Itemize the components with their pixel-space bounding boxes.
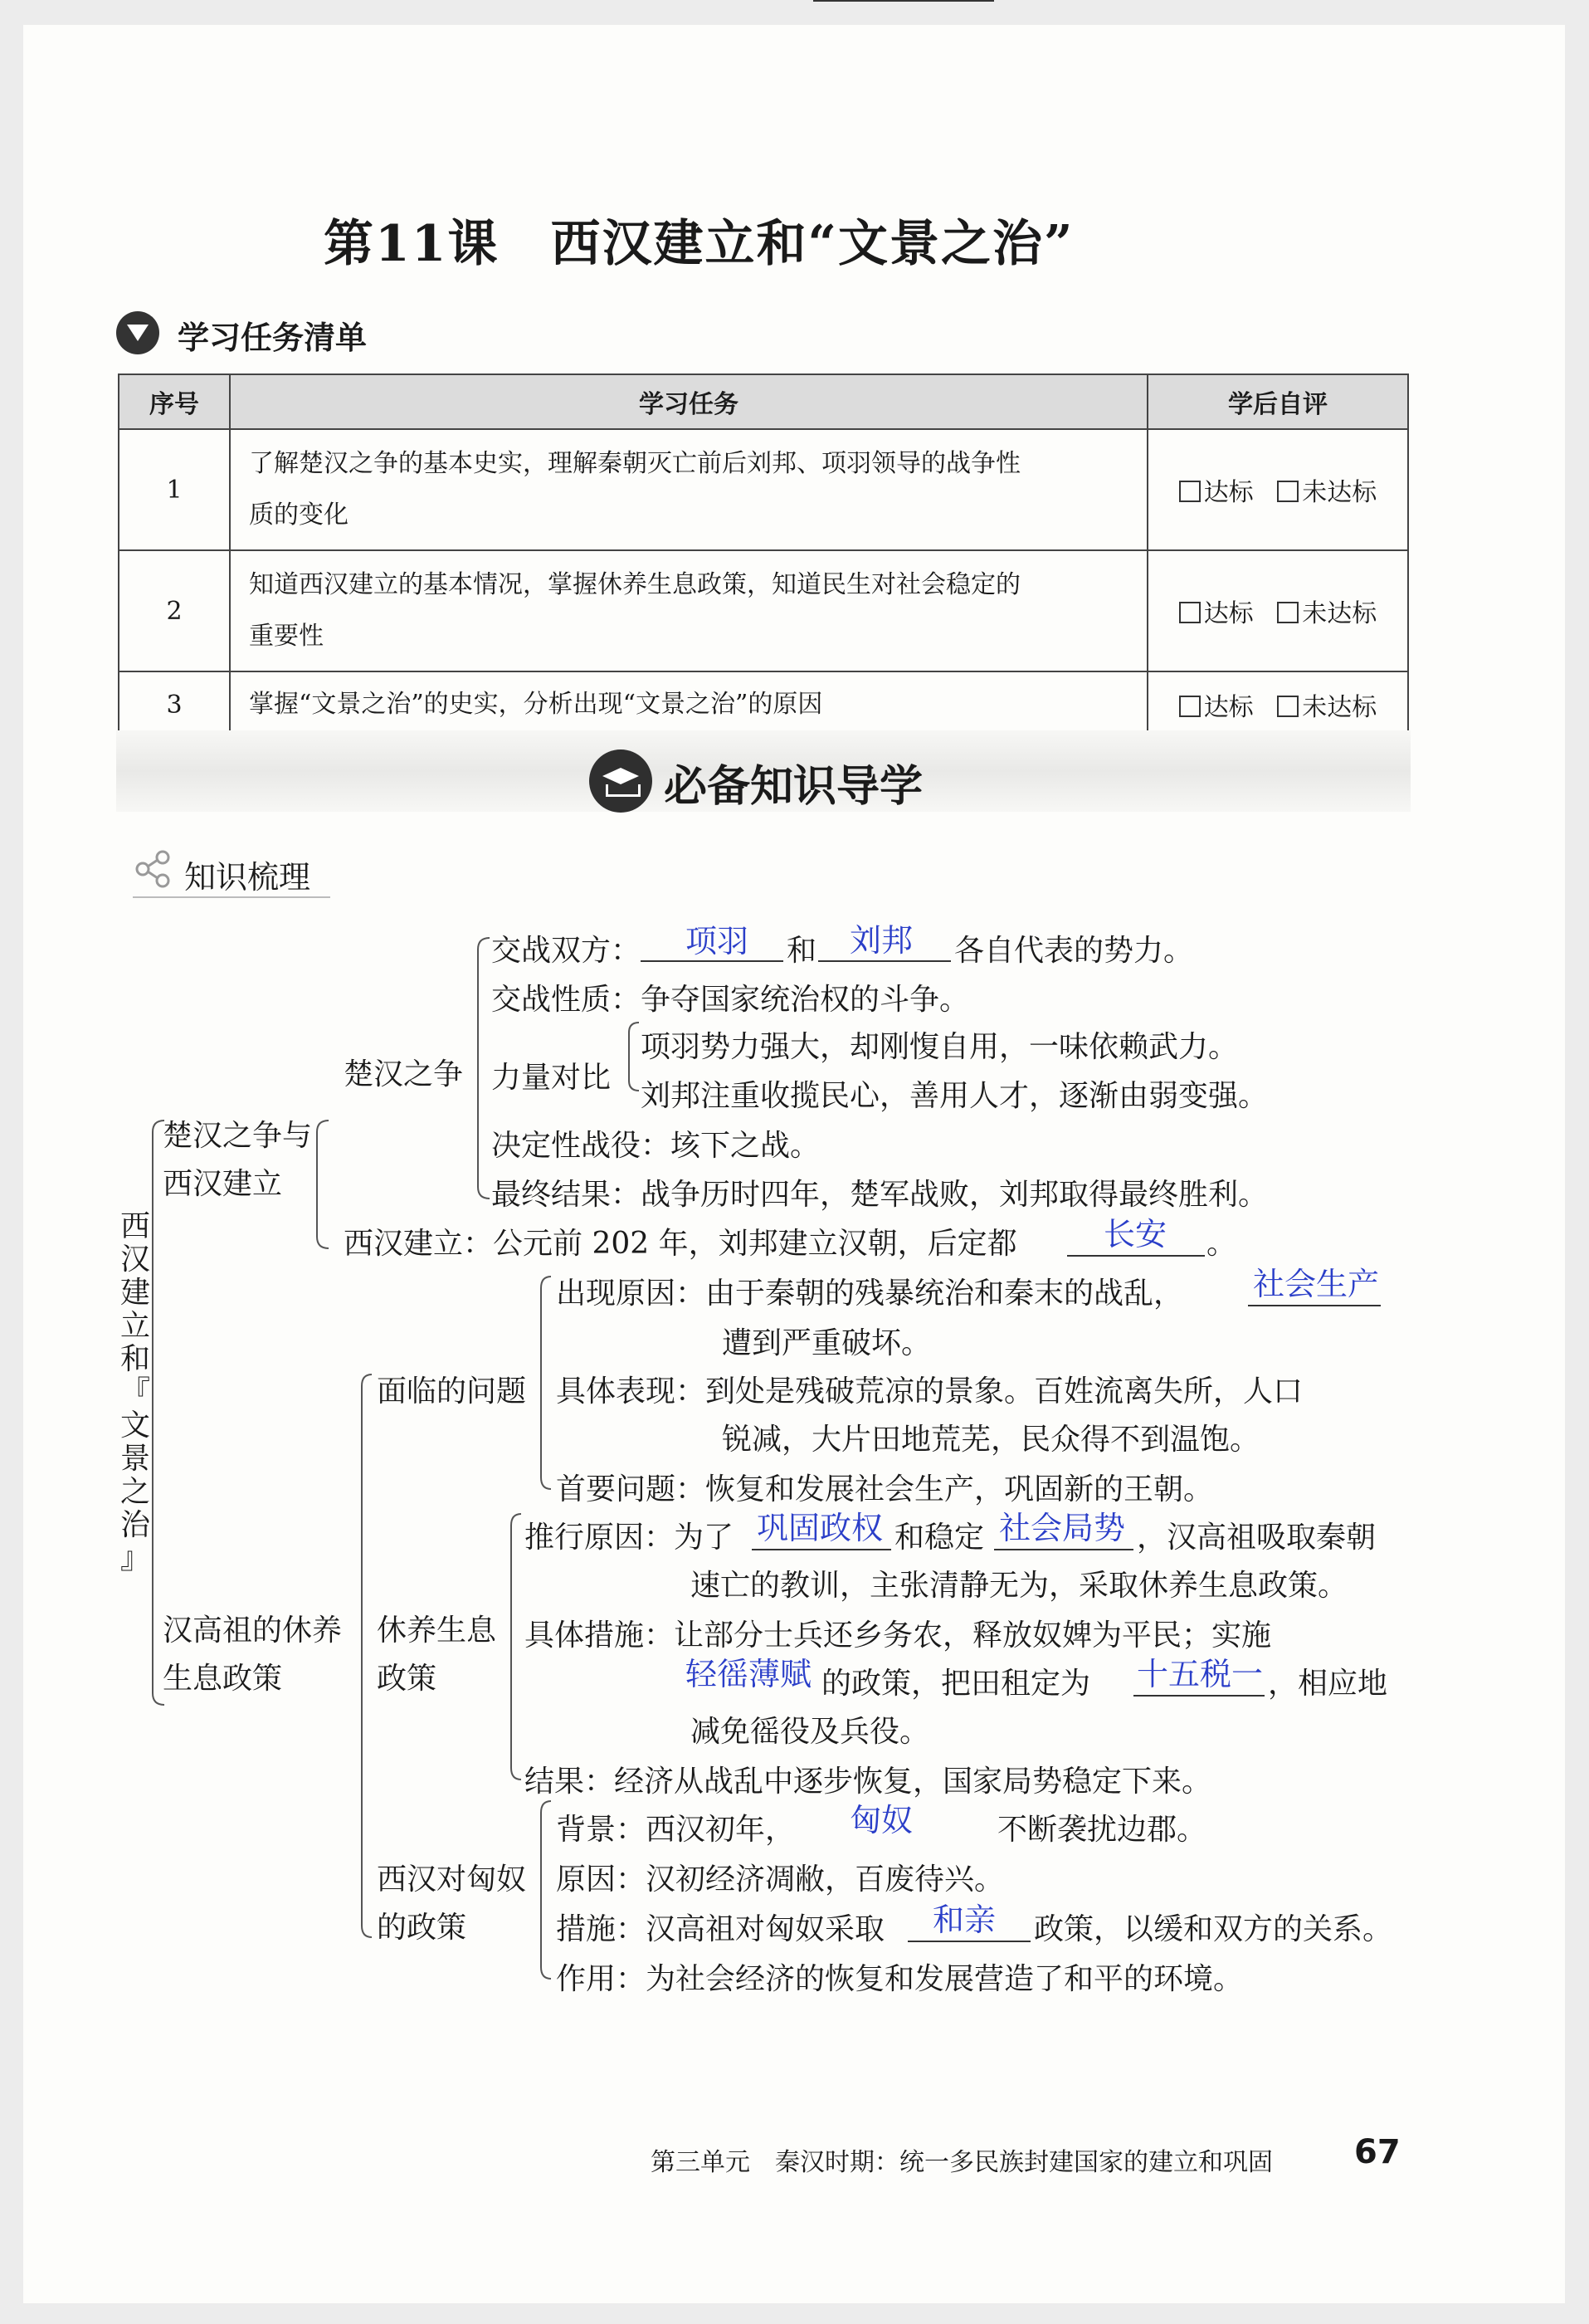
combatants-mid: 和 [787,934,817,968]
problems-label: 面临的问题 [377,1374,527,1409]
fail-label: 未达标 [1302,599,1377,628]
root-char: 』 [119,1541,150,1575]
col-eval: 学后自评 [1148,374,1408,429]
xiongnu-label-a: 西汉对匈奴 [377,1863,527,1897]
answer-changan: 长安 [1104,1216,1167,1252]
task-num: 2 [119,550,230,671]
root-char: 之 [119,1475,150,1509]
blank-underline [1248,1305,1381,1306]
knowledge-heading: 知识梳理 [184,859,311,896]
root-label-vertical [116,1210,154,1575]
xiongnu-bg-pre: 背景：西汉初年， [556,1813,796,1847]
rest-reason-mid: 和稳定 [894,1521,985,1555]
branch-label-2a: 汉高祖的休养 [163,1614,343,1648]
root-char: 建 [119,1276,150,1310]
rest-measure-mid: 的政策，把田租定为 [821,1667,1091,1701]
branch-label-1b: 西汉建立 [163,1167,283,1201]
page-number: 67 [1354,2133,1401,2171]
xiongnu-measure-post: 政策，以缓和双方的关系。 [1034,1912,1393,1946]
task-num: 1 [119,429,230,550]
fail-label: 未达标 [1302,478,1377,507]
branch-label-1a: 楚汉之争与 [163,1119,313,1153]
pass-label: 达标 [1203,599,1254,628]
root-char: 立 [119,1309,150,1343]
rest-measure-1: 具体措施：让部分士兵还乡务农，释放奴婢为平民；实施 [524,1618,1272,1653]
rest-reason-2: 速亡的教训，主张清静无为，采取休养生息政策。 [690,1569,1348,1603]
rest-reason-pre: 推行原因：为了 [524,1521,734,1555]
task-line: 知道西汉建立的基本情况，掌握休养生息政策，知道民生对社会稳定的 [249,570,1021,599]
task-line: 质的变化 [249,500,349,530]
root-char: 景 [119,1442,150,1476]
problem-cause-post: 遭到严重破坏。 [722,1326,932,1360]
problem-show-1: 具体表现：到处是残破荒凉的景象。百姓流离失所，人口 [556,1374,1304,1409]
power-label: 力量对比 [491,1061,612,1095]
answer-liubang: 刘邦 [850,922,914,959]
fail-label: 未达标 [1302,693,1377,722]
pass-label: 达标 [1203,693,1254,722]
xiongnu-bg-post: 不断袭扰边郡。 [997,1813,1207,1847]
task-line: 了解楚汉之争的基本史实，理解秦朝灭亡前后刘邦、项羽领导的战争性 [249,449,1021,478]
answer-heqin: 和亲 [933,1902,997,1938]
blank-underline [813,0,994,2]
blank-underline [994,1549,1133,1550]
power-xiangyu: 项羽势力强大，却刚愎自用，一味依赖武力。 [641,1030,1239,1064]
rest-label-a: 休养生息 [377,1614,497,1648]
decisive-battle: 决定性战役：垓下之战。 [491,1129,821,1163]
rest-measure-post: ，相应地 [1268,1667,1388,1701]
branch-label-2b: 生息政策 [163,1662,283,1696]
problem-main: 首要问题：恢复和发展社会生产，巩固新的王朝。 [556,1472,1214,1506]
task-section-heading: 学习任务清单 [178,320,368,356]
root-char: 和 [119,1342,150,1376]
answer-gonggu: 巩固政权 [757,1510,884,1546]
task-text: 掌握“文景之治”的史实，分析出现“文景之治”的原因 [230,671,1148,738]
root-char: 汉 [119,1243,150,1277]
final-result: 最终结果：战争历时四年，楚军战败，刘邦取得最终胜利。 [491,1178,1269,1212]
answer-xiongnu: 匈奴 [850,1802,914,1838]
task-num: 3 [119,671,230,738]
rest-result: 结果：经济从战乱中逐步恢复，国家局势稳定下来。 [524,1765,1212,1799]
banner-title: 必备知识导学 [664,762,924,812]
footer-unit: 第三单元 秦汉时期：统一多民族封建国家的建立和巩固 [651,2148,1273,2177]
lesson-title: 第11课 西汉建立和“文景之治” [324,215,1075,273]
answer-jushi: 社会局势 [999,1510,1126,1546]
rest-label-b: 政策 [377,1662,437,1696]
pass-label: 达标 [1203,478,1254,507]
xiongnu-measure-pre: 措施：汉高祖对匈奴采取 [556,1912,885,1946]
xiongnu-effect: 作用：为社会经济的恢复和发展营造了和平的环境。 [556,1962,1244,1996]
blank-underline [1133,1695,1265,1697]
problem-show-2: 锐减，大片田地荒芜，民众得不到温饱。 [722,1423,1260,1457]
answer-xiangyu: 项羽 [685,923,749,959]
root-char: 治 [119,1508,150,1542]
blank-underline [752,1549,891,1550]
war-nature: 交战性质：争夺国家统治权的斗争。 [491,983,970,1017]
answer-shiwushuiyi: 十五税一 [1137,1656,1264,1692]
blank-underline [908,1941,1031,1942]
root-char: 『 [119,1375,150,1409]
task-line: 重要性 [249,622,324,651]
problem-cause: 出现原因：由于秦朝的残暴统治和秦末的战乱， [556,1277,1184,1311]
col-task: 学习任务 [230,374,1148,429]
founding-post: 。 [1206,1227,1237,1261]
col-num: 序号 [119,374,230,429]
answer-shehuishengchan: 社会生产 [1253,1266,1380,1302]
founding-text: 西汉建立：公元前 202 年，刘邦建立汉朝，后定都 [344,1227,1017,1261]
combatants-post: 各自代表的势力。 [954,934,1194,968]
combatants-pre: 交战双方： [491,934,641,968]
rest-measure-3: 减免徭役及兵役。 [690,1715,930,1749]
xiongnu-label-b: 的政策 [377,1911,467,1945]
rest-reason-post: ，汉高祖吸取秦朝 [1137,1521,1377,1555]
blank-underline [818,960,951,962]
blank-underline [1067,1255,1205,1257]
xiongnu-reason: 原因：汉初经济凋敝，百废待兴。 [556,1863,1005,1897]
root-char: 西 [119,1209,150,1243]
root-char: 文 [119,1409,150,1443]
power-liubang: 刘邦注重收揽民心，善用人才，逐渐由弱变强。 [641,1079,1269,1113]
answer-qingyao: 轻徭薄赋 [685,1656,812,1692]
sub-label-chuhan: 楚汉之争 [344,1057,464,1091]
